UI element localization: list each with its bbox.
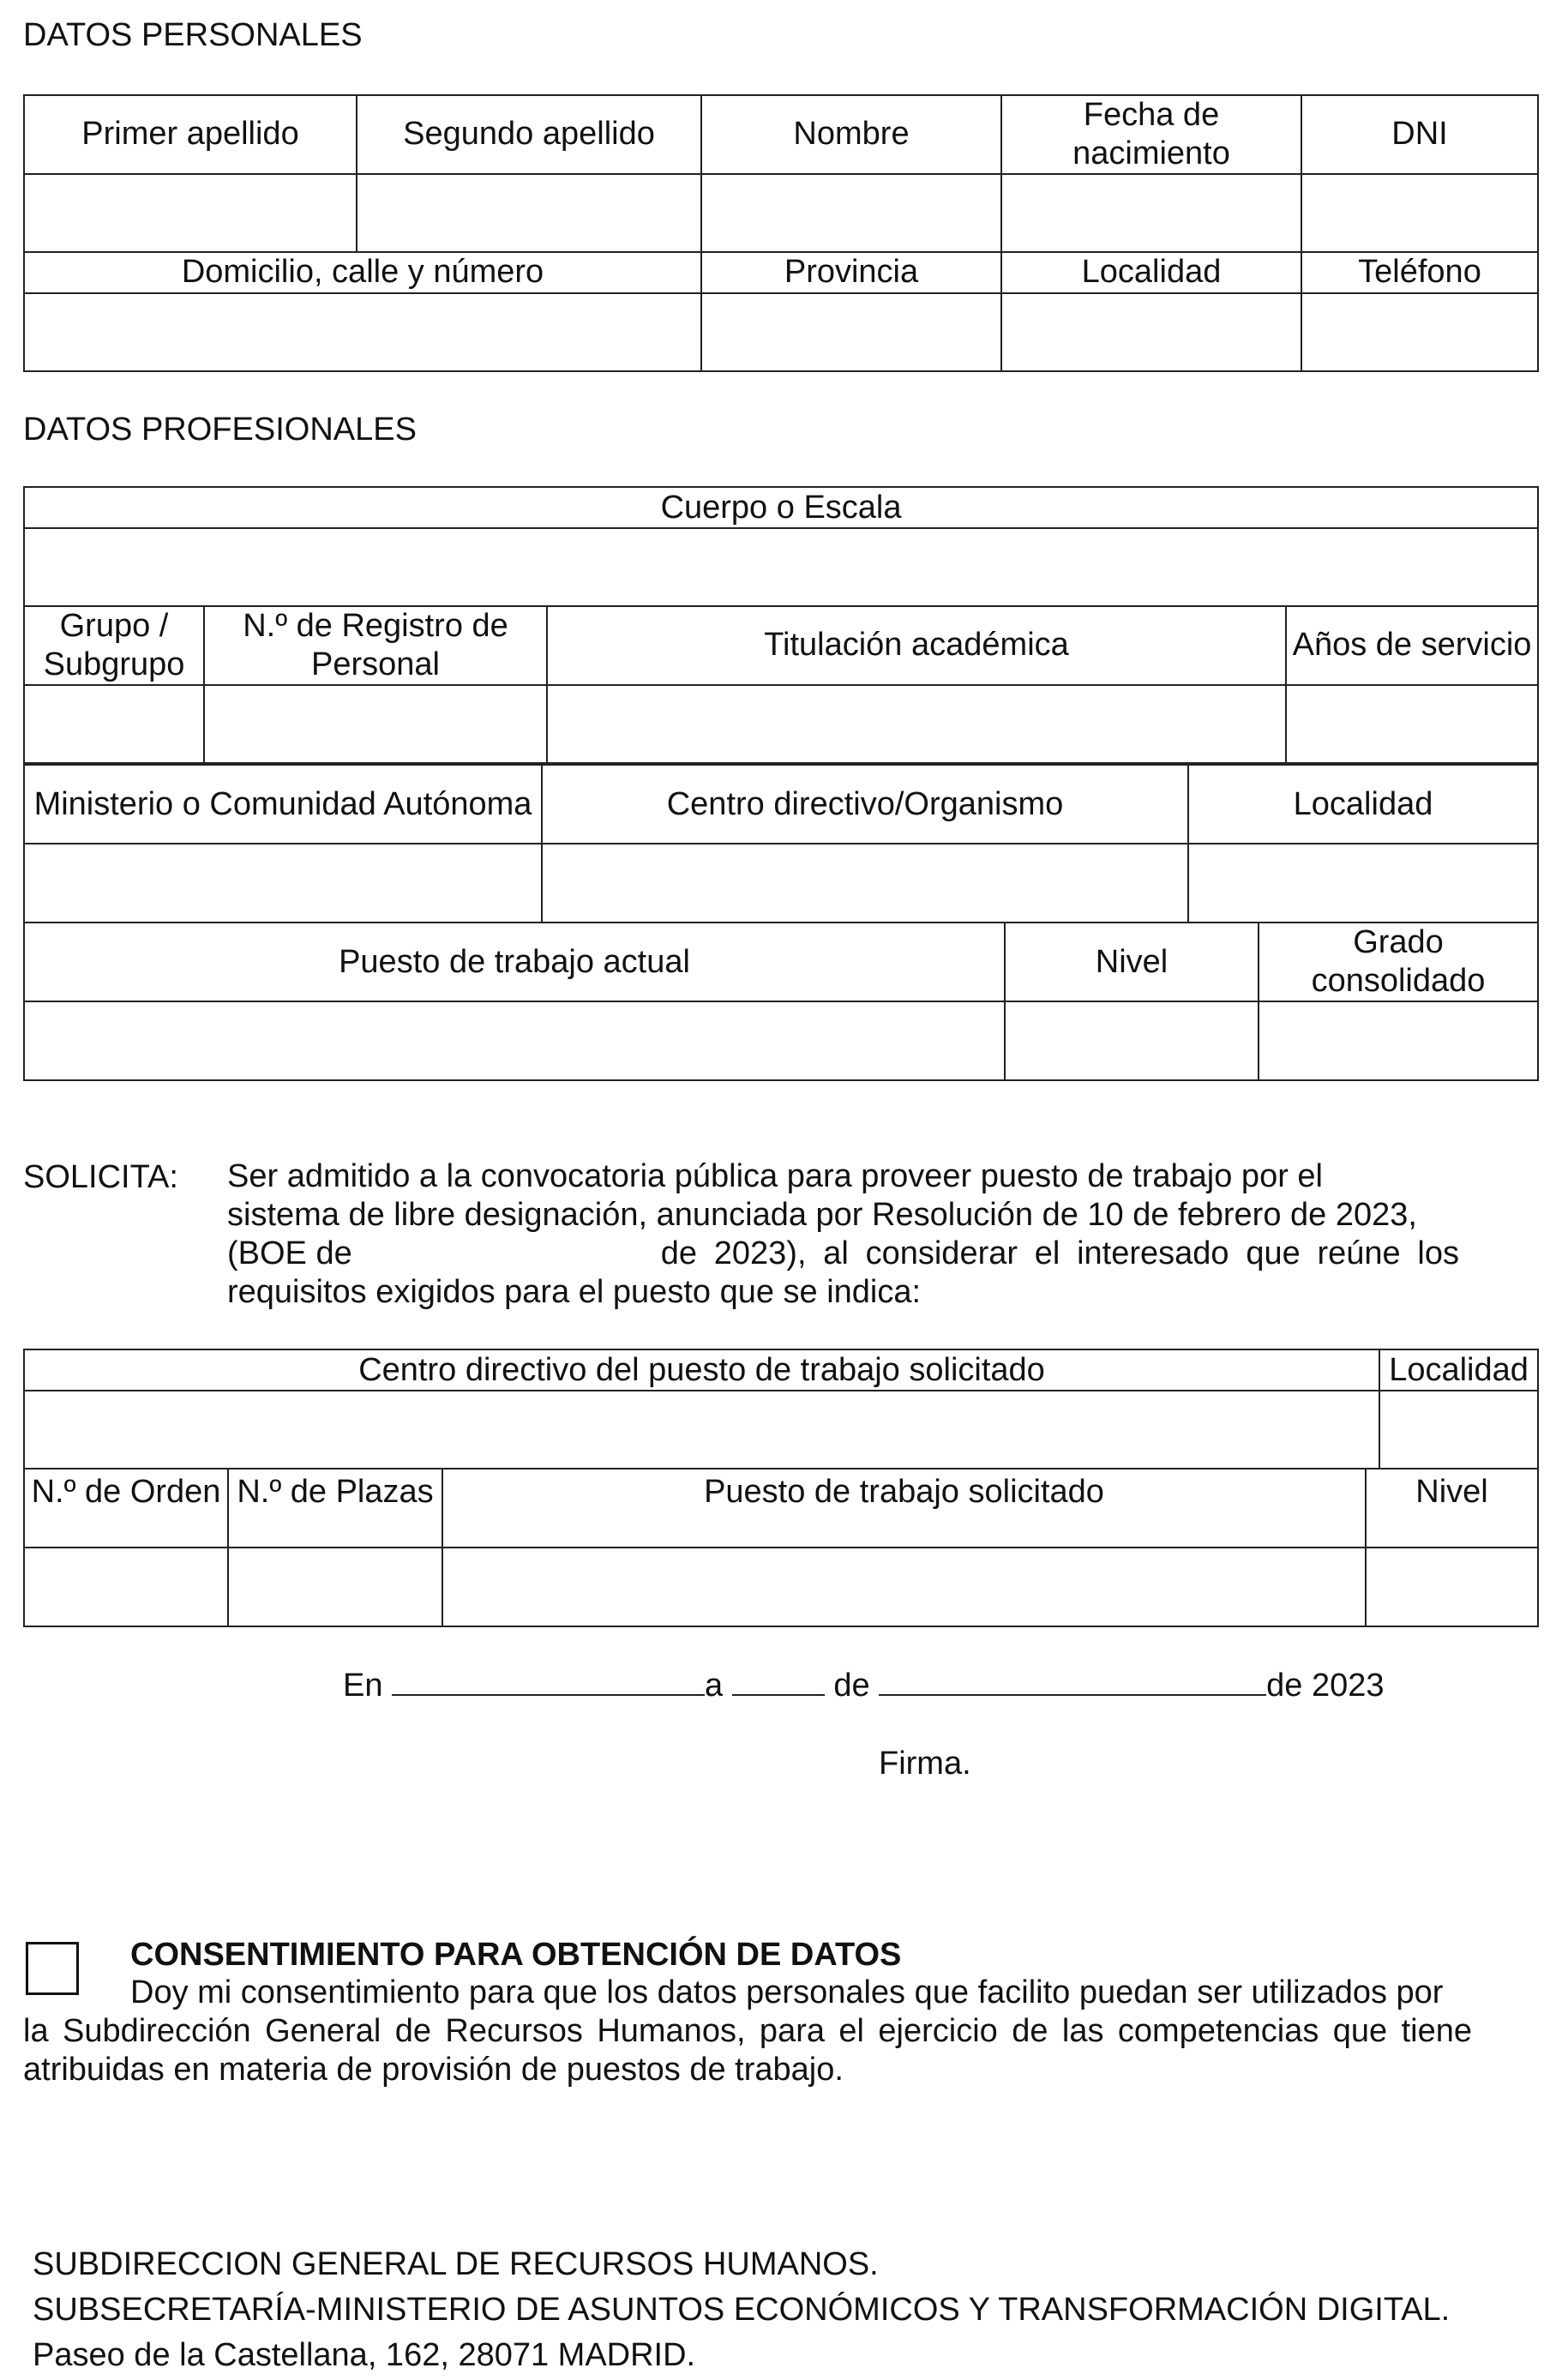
solicita-line-1: Ser admitido a la convocatoria pública para proveer puesto de trabajo por el bbox=[227, 1158, 1323, 1194]
section-title-personal: DATOS PERSONALES bbox=[23, 17, 363, 53]
signature-date-line bbox=[343, 1667, 1385, 1704]
solicita-label: SOLICITA: bbox=[23, 1159, 178, 1195]
field-nivel-actual[interactable] bbox=[1005, 1001, 1259, 1080]
header-nivel-actual: Nivel bbox=[1005, 923, 1259, 1001]
field-anos-servicio[interactable] bbox=[1286, 685, 1538, 763]
solicita-line-3 bbox=[227, 1235, 1459, 1273]
professional-data-table-2 bbox=[23, 764, 1539, 923]
field-titulacion[interactable] bbox=[547, 685, 1286, 763]
header-provincia: Provincia bbox=[701, 252, 1001, 293]
header-cuerpo-escala: Cuerpo o Escala bbox=[24, 487, 1538, 528]
header-registro-personal: N.º de Registro de Personal bbox=[204, 606, 547, 685]
signature-a-label: a bbox=[705, 1668, 724, 1704]
footer-line-1: SUBDIRECCION GENERAL DE RECURSOS HUMANOS. bbox=[33, 2246, 879, 2282]
header-telefono: Teléfono bbox=[1301, 252, 1538, 293]
field-fecha-nacimiento[interactable] bbox=[1001, 174, 1301, 252]
field-centro-solicitado[interactable] bbox=[24, 1391, 1379, 1469]
field-grado-consolidado[interactable] bbox=[1259, 1001, 1538, 1080]
header-grupo-subgrupo: Grupo / Subgrupo bbox=[24, 606, 204, 685]
field-localidad[interactable] bbox=[1001, 293, 1301, 371]
header-segundo-apellido: Segundo apellido bbox=[357, 95, 701, 174]
consent-checkbox[interactable] bbox=[26, 1942, 79, 1995]
header-numero-orden: N.º de Orden bbox=[24, 1469, 228, 1548]
solicita-line-3b: de 2023), al considerar el interesado que reúne los bbox=[660, 1235, 1459, 1271]
header-centro-directivo: Centro directivo/Organismo bbox=[542, 765, 1188, 844]
field-localidad-prof[interactable] bbox=[1188, 844, 1538, 923]
header-nivel-solicitado: Nivel bbox=[1366, 1469, 1538, 1548]
header-localidad-prof: Localidad bbox=[1188, 765, 1538, 844]
signature-day-blank[interactable] bbox=[732, 1667, 825, 1696]
consent-line-3: atribuidas en materia de provisión de puestos de trabajo. bbox=[23, 2052, 844, 2088]
signature-en-label: En bbox=[343, 1668, 383, 1704]
field-centro-directivo[interactable] bbox=[542, 844, 1188, 923]
solicita-line-2: sistema de libre designación, anunciada por Resolución de 10 de febrero de 2023, bbox=[227, 1197, 1417, 1233]
header-domicilio: Domicilio, calle y número bbox=[24, 252, 701, 293]
header-puesto-actual: Puesto de trabajo actual bbox=[24, 923, 1005, 1001]
field-segundo-apellido[interactable] bbox=[357, 174, 701, 252]
field-cuerpo-escala[interactable] bbox=[24, 528, 1538, 606]
field-nombre[interactable] bbox=[701, 174, 1001, 252]
header-primer-apellido: Primer apellido bbox=[24, 95, 357, 174]
signature-place-blank[interactable] bbox=[392, 1667, 705, 1696]
header-centro-solicitado: Centro directivo del puesto de trabajo solicitado bbox=[24, 1349, 1379, 1391]
personal-data-table bbox=[23, 94, 1539, 372]
section-title-professional: DATOS PROFESIONALES bbox=[23, 412, 417, 448]
field-nivel-solicitado[interactable] bbox=[1366, 1548, 1538, 1626]
solicita-paragraph bbox=[227, 1157, 1459, 1312]
field-localidad-solicitada[interactable] bbox=[1379, 1391, 1538, 1469]
header-grado-consolidado: Grado consolidado bbox=[1259, 923, 1538, 1001]
professional-data-table bbox=[23, 486, 1539, 764]
field-domicilio[interactable] bbox=[24, 293, 701, 371]
consent-line-1: Doy mi consentimiento para que los datos personales que facilito puedan ser utilizados por bbox=[130, 1974, 1444, 2010]
requested-position-table bbox=[23, 1349, 1539, 1469]
signature-month-blank[interactable] bbox=[879, 1667, 1266, 1696]
header-ministerio: Ministerio o Comunidad Autónoma bbox=[24, 765, 542, 844]
field-puesto-solicitado[interactable] bbox=[442, 1548, 1366, 1626]
header-titulacion: Titulación académica bbox=[547, 606, 1286, 685]
header-anos-servicio: Años de servicio bbox=[1286, 606, 1538, 685]
header-puesto-solicitado: Puesto de trabajo solicitado bbox=[442, 1469, 1366, 1548]
requested-position-table-2 bbox=[23, 1468, 1539, 1627]
field-dni[interactable] bbox=[1301, 174, 1538, 252]
signature-de-label: de bbox=[833, 1668, 870, 1704]
signature-year-label: de 2023 bbox=[1266, 1668, 1385, 1704]
field-grupo-subgrupo[interactable] bbox=[24, 685, 204, 763]
consent-line-2: la Subdirección General de Recursos Humanos, para el ejercicio de las competencias que tiene bbox=[23, 2013, 1472, 2049]
field-registro-personal[interactable] bbox=[204, 685, 547, 763]
footer-line-2: SUBSECRETARÍA-MINISTERIO DE ASUNTOS ECONÓMICOS Y TRANSFORMACIÓN DIGITAL. bbox=[33, 2292, 1451, 2328]
professional-data-table-3 bbox=[23, 922, 1539, 1081]
header-localidad-solicitada: Localidad bbox=[1379, 1349, 1538, 1391]
field-puesto-actual[interactable] bbox=[24, 1001, 1005, 1080]
field-numero-plazas[interactable] bbox=[228, 1548, 442, 1626]
field-telefono[interactable] bbox=[1301, 293, 1538, 371]
solicita-line-3a: (BOE de bbox=[227, 1235, 352, 1271]
field-numero-orden[interactable] bbox=[24, 1548, 228, 1626]
consent-title: CONSENTIMIENTO PARA OBTENCIÓN DE DATOS bbox=[130, 1937, 902, 1973]
header-fecha-nacimiento: Fecha de nacimiento bbox=[1001, 95, 1301, 174]
footer-line-3: Paseo de la Castellana, 162, 28071 MADRID. bbox=[33, 2337, 696, 2373]
field-ministerio[interactable] bbox=[24, 844, 542, 923]
field-primer-apellido[interactable] bbox=[24, 174, 357, 252]
field-provincia[interactable] bbox=[701, 293, 1001, 371]
solicita-line-4: requisitos exigidos para el puesto que se indica: bbox=[227, 1274, 922, 1310]
header-localidad: Localidad bbox=[1001, 252, 1301, 293]
signature-firma-label: Firma. bbox=[879, 1746, 971, 1782]
header-nombre: Nombre bbox=[701, 95, 1001, 174]
header-dni: DNI bbox=[1301, 95, 1538, 174]
header-numero-plazas: N.º de Plazas bbox=[228, 1469, 442, 1548]
